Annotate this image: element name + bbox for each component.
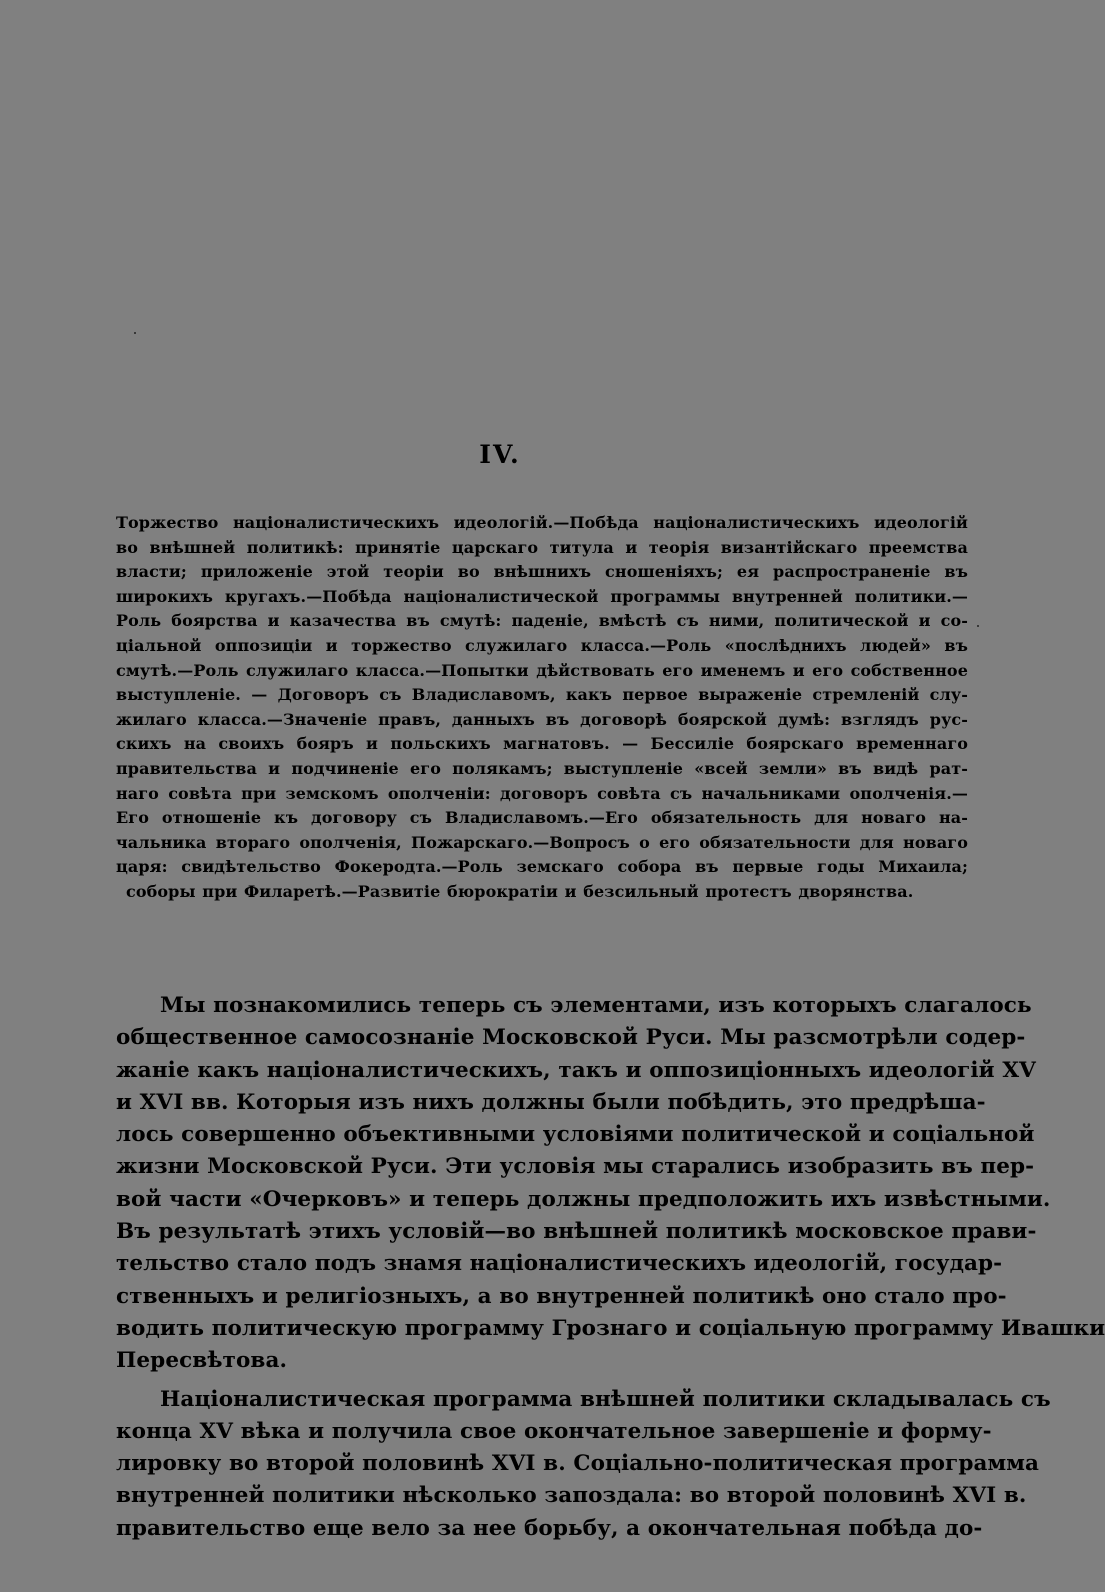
paragraph-line: тельство стало подъ знамя націоналистическихъ идеологій, государ- xyxy=(116,1251,1003,1277)
paragraph-line: жизни Московской Руси. Эти условія мы старались изобразить въ пер- xyxy=(116,1154,1035,1180)
paragraph-2 xyxy=(116,1384,1051,1545)
summary-line: чальника втораго ополченія, Пожарскаго.—Вопросъ о его обязательности для новаго xyxy=(116,832,968,852)
paragraph-line: правительство еще вело за нее борьбу, а окончательная побѣда до- xyxy=(116,1515,983,1541)
scan-speck xyxy=(977,625,979,627)
body-text xyxy=(116,990,1105,1545)
summary-line: наго совѣта при земскомъ ополченіи: договоръ совѣта съ начальниками ополченія.— xyxy=(116,783,968,803)
paragraph-line: Націоналистическая программа внѣшней политики складывалась съ xyxy=(160,1386,1051,1412)
paragraph-line: лось совершенно объективными условіями политической и соціальной xyxy=(116,1122,1035,1148)
summary-line: во внѣшней политикѣ: принятіе царскаго титула и теорія византійскаго преемства xyxy=(116,537,968,557)
summary-line: царя: свидѣтельство Фокеродта.—Роль земскаго собора въ первые годы Михаила; xyxy=(116,857,968,877)
paragraph-line: внутренней политики нѣсколько запоздала: во второй половинѣ XVI в. xyxy=(116,1483,1027,1509)
summary-line: соборы при Филаретѣ.—Развитіе бюрократіи и безсильный протестъ дворянства. xyxy=(126,881,914,901)
summary-line: смутѣ.—Роль служилаго класса.—Попытки дѣйствовать его именемъ и его собственное xyxy=(116,660,968,680)
summary-line: Его отношеніе къ договору съ Владиславомъ.—Его обязательность для новаго на- xyxy=(116,808,968,828)
paragraph-line: Мы познакомились теперь съ элементами, изъ которыхъ слагалось xyxy=(160,993,1032,1018)
paragraph-line: Пересвѣтова. xyxy=(116,1348,288,1374)
paragraph-line: Въ результатѣ этихъ условій—во внѣшней политикѣ московское прави- xyxy=(116,1219,1037,1245)
paragraph-line: ственныхъ и религіозныхъ, а во внутренней политикѣ оно стало про- xyxy=(116,1283,1007,1309)
paragraph-line: общественное самосознаніе Московской Руси. Мы разсмотрѣли содер- xyxy=(116,1025,1026,1051)
summary-line: выступленіе. — Договоръ съ Владиславомъ, какъ первое выраженіе стремленій слу- xyxy=(116,685,968,705)
summary-line: Роль боярства и казачества въ смутѣ: паденіе, вмѣстѣ съ ними, политической и со- xyxy=(116,611,968,631)
paragraph-line: конца XV вѣка и получила свое окончательное завершеніе и форму- xyxy=(116,1418,992,1444)
summary-line: широкихъ кругахъ.—Побѣда націоналистической программы внутренней политики.— xyxy=(116,586,968,606)
paragraph-line: водить политическую программу Грознаго и соціальную программу Ивашки xyxy=(116,1315,1105,1341)
summary-line: ціальной оппозиціи и торжество служилаго класса.—Роль «послѣднихъ людей» въ xyxy=(116,635,968,655)
chapter-summary xyxy=(116,511,968,905)
paragraph-line: вой части «Очерковъ» и теперь должны предположить ихъ извѣстными. xyxy=(116,1186,1051,1212)
summary-line: власти; приложеніе этой теоріи во внѣшнихъ сношеніяхъ; ея распространеніе въ xyxy=(116,562,968,582)
paragraph-1 xyxy=(116,990,1105,1378)
scan-speck xyxy=(134,332,136,334)
paragraph-line: лировку во второй половинѣ XVI в. Соціально-политическая программа xyxy=(116,1451,1040,1477)
summary-line: Торжество націоналистическихъ идеологій.—Побѣда націоналистическихъ идеологій xyxy=(116,513,968,532)
chapter-number: IV. xyxy=(479,440,521,469)
summary-line: жилаго класса.—Значеніе правъ, данныхъ въ договорѣ боярской думѣ: взглядъ рус- xyxy=(116,709,968,729)
summary-line: правительства и подчиненіе его полякамъ; выступленіе «всей земли» въ видѣ рат- xyxy=(116,758,968,778)
summary-line: скихъ на своихъ бояръ и польскихъ магнатовъ. — Бесcиліе боярскаго временнаго xyxy=(116,734,968,754)
paragraph-line: и XVI вв. Которыя изъ нихъ должны были побѣдить, это предрѣша- xyxy=(116,1089,986,1115)
paragraph-line: жаніе какъ націоналистическихъ, такъ и оппозиціонныхъ идеологій XV xyxy=(116,1057,1036,1083)
